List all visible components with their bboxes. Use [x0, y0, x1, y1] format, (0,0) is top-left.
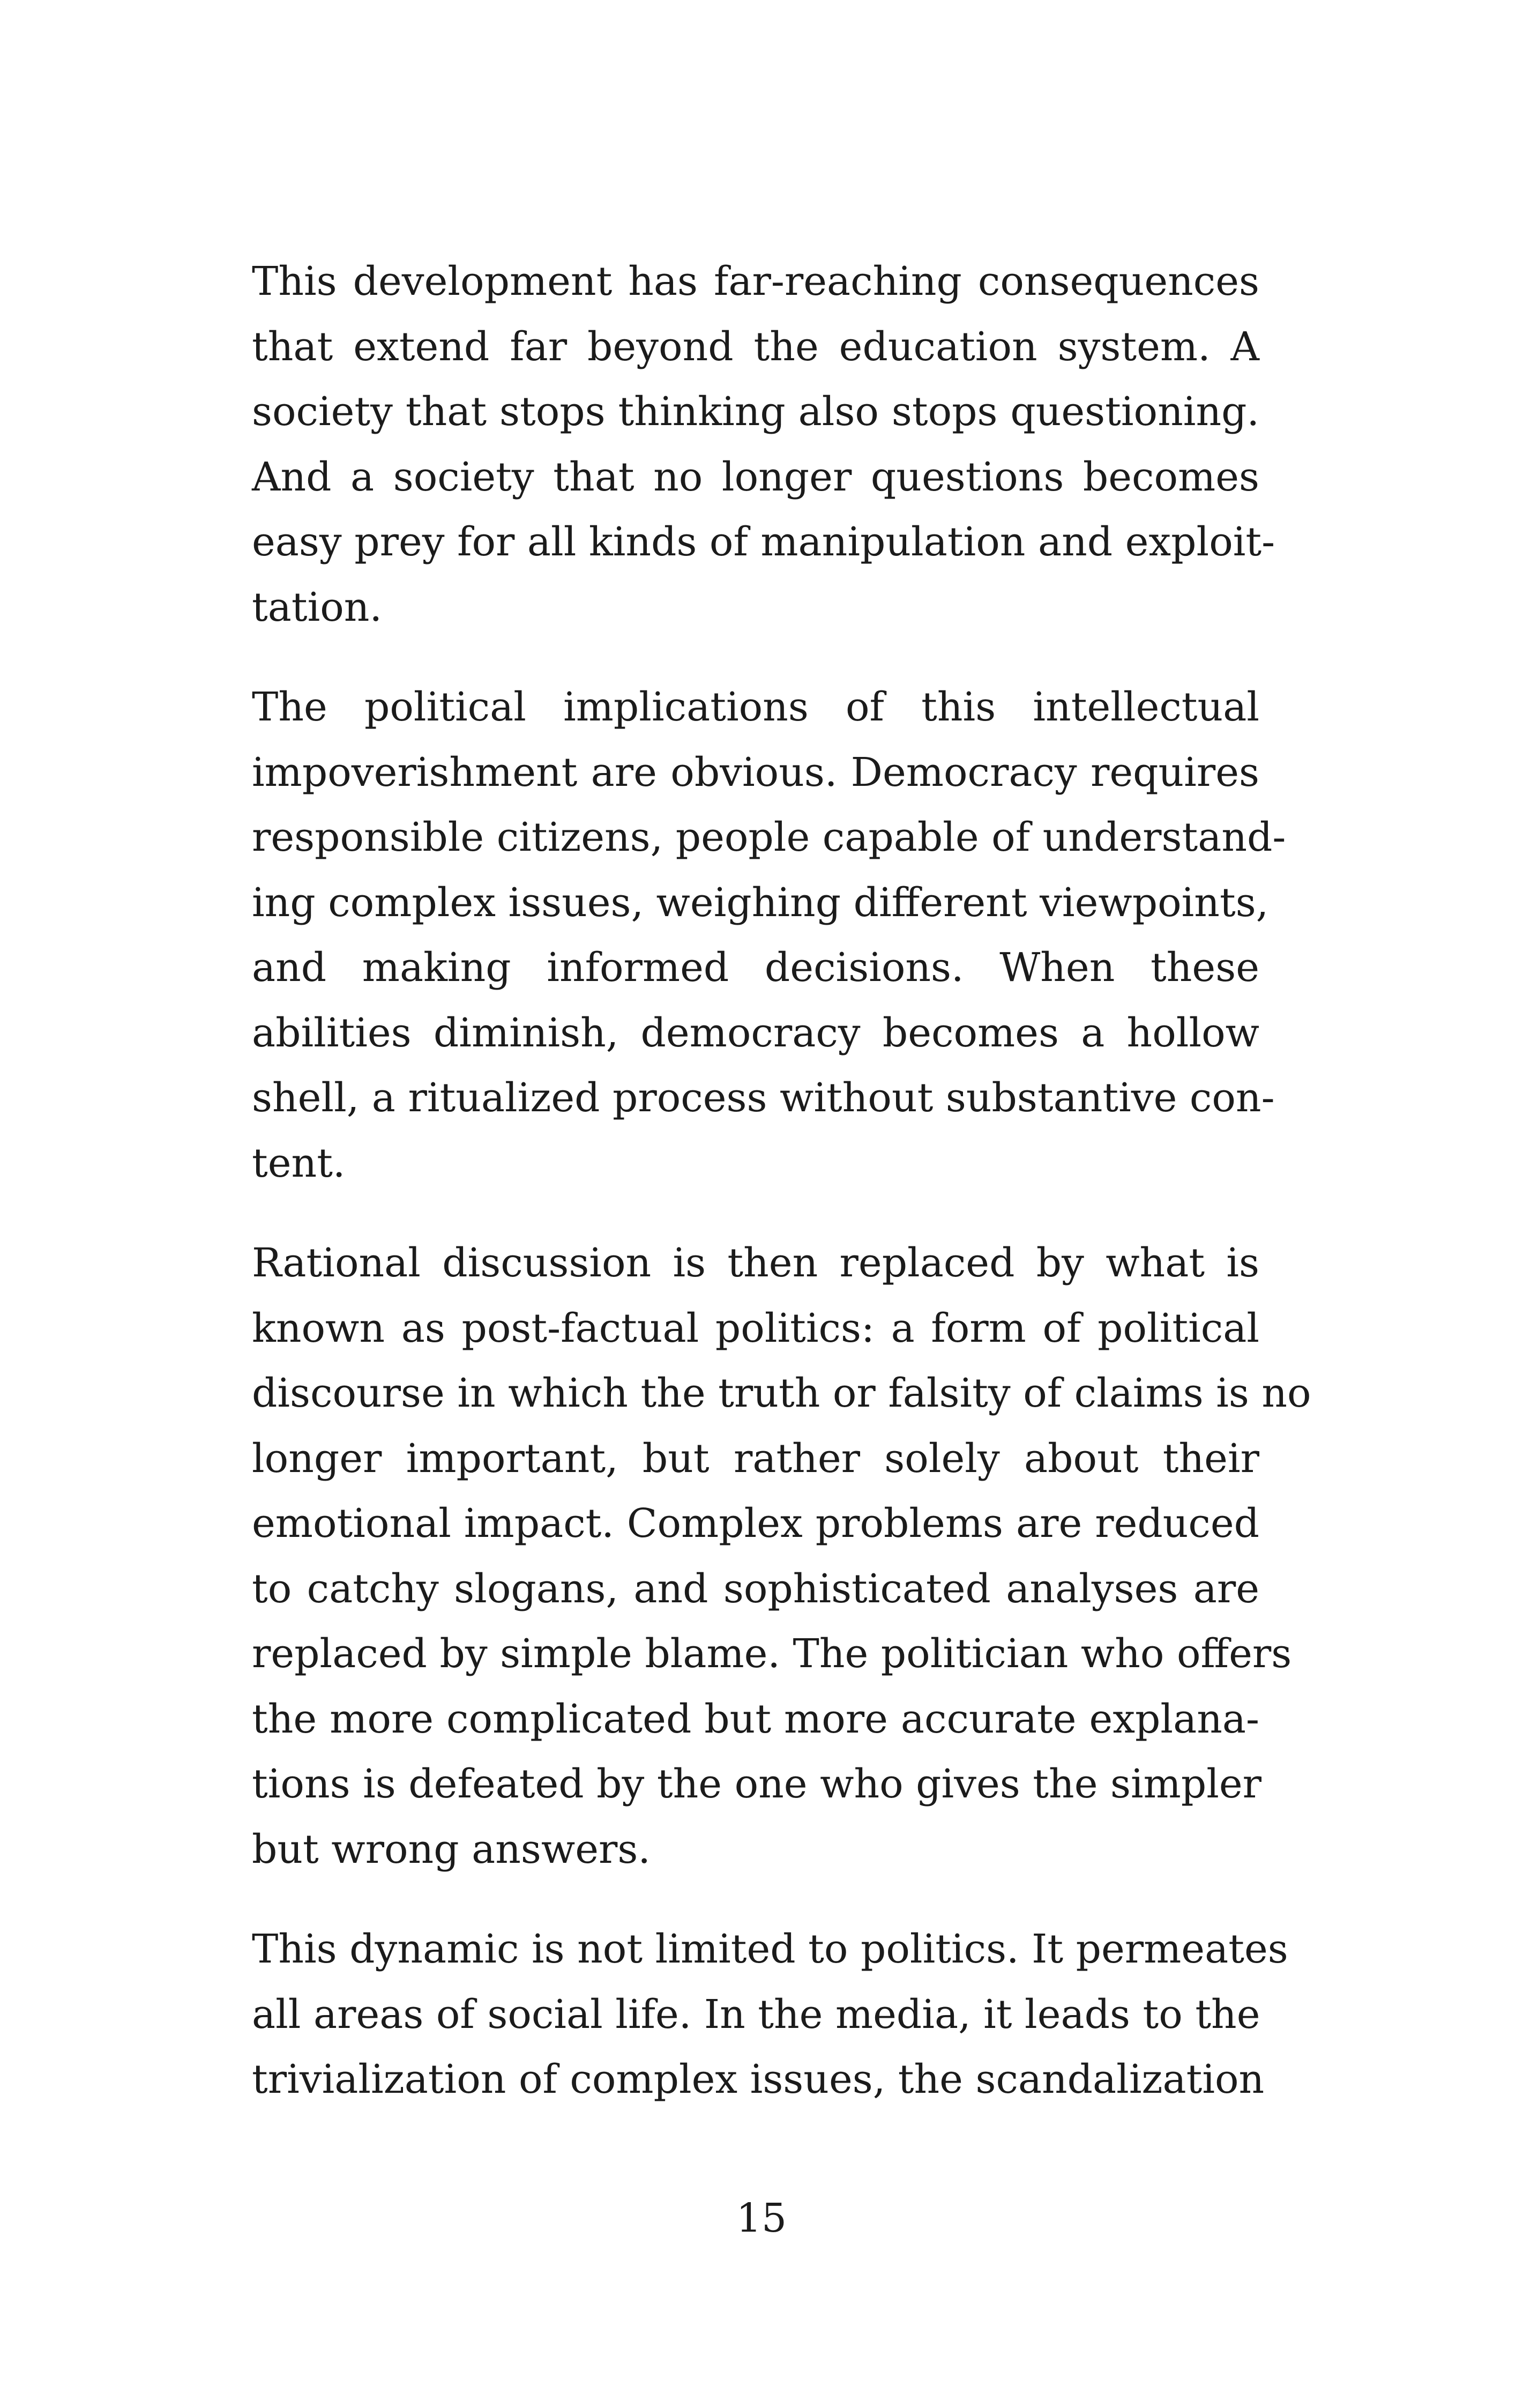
text-line: This development has far-reaching consequences [252, 258, 1259, 304]
paragraph [252, 675, 1286, 1196]
text-line: responsible citizens, people capable of understand- [252, 814, 1286, 860]
text-line: Rational discussion is then replaced by what is [252, 1240, 1259, 1286]
text-line: tions is defeated by the one who gives the simpler [252, 1761, 1262, 1807]
text-line: impoverishment are obvious. Democracy requires [252, 749, 1259, 796]
paragraph [252, 1231, 1311, 1882]
text-line: This dynamic is not limited to politics. It permeates [252, 1926, 1288, 1972]
text-line: discourse in which the truth or falsity of claims is no [252, 1370, 1311, 1416]
text-line: but wrong answers. [252, 1826, 651, 1872]
text-line: The political implications of this intellectual [252, 684, 1259, 730]
text-line: trivialization of complex issues, the scandalization [252, 2056, 1265, 2102]
text-line: tation. [252, 584, 382, 630]
paragraph [252, 1917, 1288, 2113]
text-line: emotional impact. Complex problems are reduced [252, 1500, 1259, 1547]
text-line: tent. [252, 1140, 346, 1186]
text-line: and making informed decisions. When these [252, 945, 1259, 991]
text-line: longer important, but rather solely about their [252, 1435, 1259, 1482]
text-line: known as post-factual politics: a form of political [252, 1305, 1259, 1351]
text-line: replaced by simple blame. The politician who offers [252, 1631, 1292, 1677]
text-line: the more complicated but more accurate explana- [252, 1696, 1259, 1742]
paragraph [252, 249, 1275, 640]
page-number: 15 [736, 2195, 787, 2241]
text-line: all areas of social life. In the media, it leads to the [252, 1991, 1260, 2038]
text-line: ing complex issues, weighing different viewpoints, [252, 879, 1269, 926]
text-line: abilities diminish, democracy becomes a hollow [252, 1009, 1259, 1056]
text-line: to catchy slogans, and sophisticated analyses are [252, 1565, 1259, 1612]
text-line: society that stops thinking also stops questioning. [252, 389, 1259, 435]
text-line: that extend far beyond the education system. A [252, 323, 1259, 370]
text-line: shell, a ritualized process without substantive con- [252, 1075, 1275, 1121]
text-line: And a society that no longer questions becomes [252, 454, 1259, 500]
text-line: easy prey for all kinds of manipulation and exploit- [252, 519, 1275, 565]
body-text [252, 249, 1311, 2147]
